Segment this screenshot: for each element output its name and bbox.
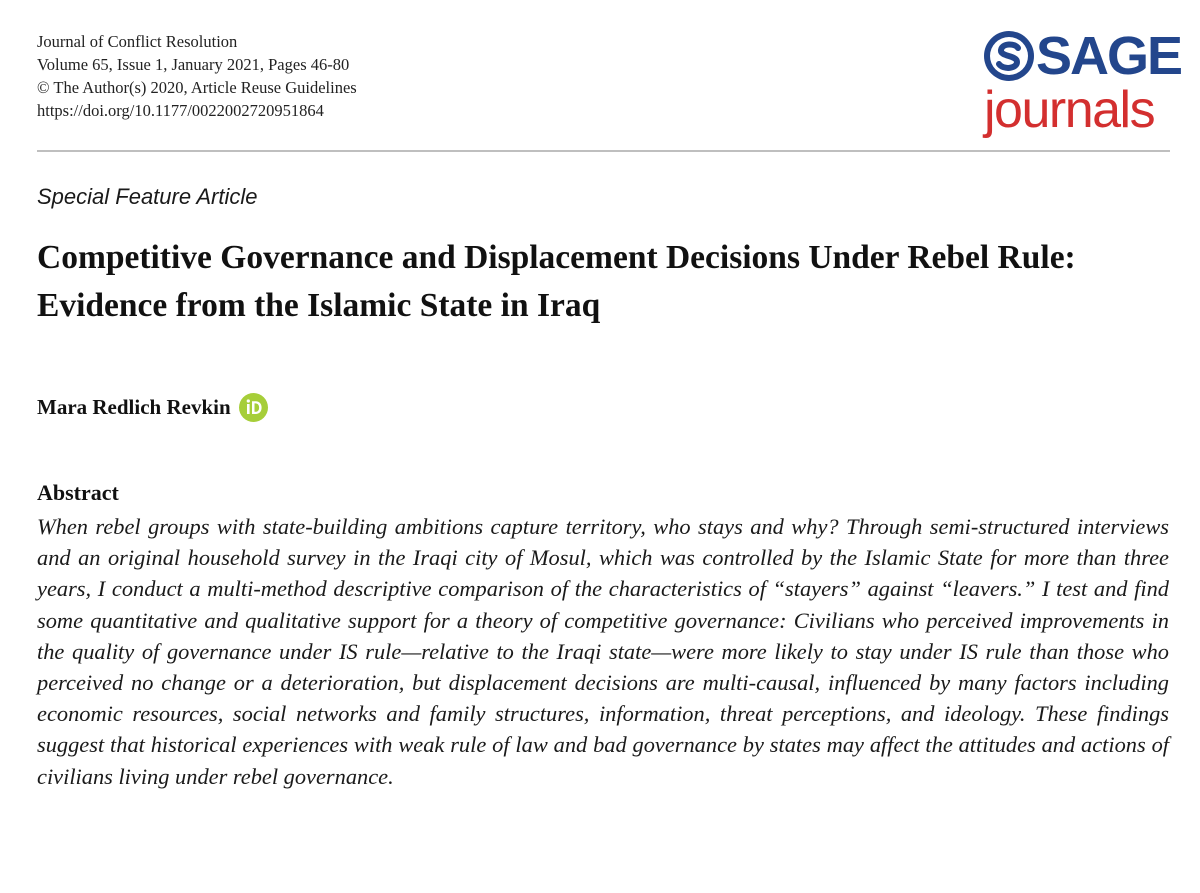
author-name[interactable]: Mara Redlich Revkin [37, 395, 231, 419]
journal-name: Journal of Conflict Resolution [37, 32, 238, 51]
sage-journals-logo[interactable] [980, 24, 1182, 139]
article-type-label: Special Feature Article [37, 184, 258, 209]
volume-info: Volume 65, Issue 1, January 2021, Pages 46-80 [37, 55, 350, 74]
author-row [37, 393, 268, 422]
journal-metadata [37, 30, 357, 122]
orcid-icon[interactable] [239, 393, 268, 422]
header-divider [37, 150, 1170, 152]
abstract-heading: Abstract [37, 480, 119, 505]
logo-brand-text: SAGE [1036, 26, 1182, 86]
sage-emblem-icon [982, 29, 1036, 83]
doi-link[interactable]: https://doi.org/10.1177/0022002720951864 [37, 101, 324, 120]
article-title: Competitive Governance and Displacement Decisions Under Rebel Rule: Evidence from the Islamic State in Iraq [37, 239, 1076, 324]
copyright-line: © The Author(s) 2020, Article Reuse Guidelines [37, 78, 357, 97]
abstract-text: When rebel groups with state-building ambitions capture territory, who stays and why? Through semi-structured interviews and an original household survey in the Iraqi city of Mosul, which was controlled by the Islamic State for more than three years, I conduct a multi-method descriptive comparison of the characteristics of “stayers” against “leavers.” I test and find some quantitative and qualitative support for a theory of competitive governance: Civilians who perceived improvements in the quality of governance under IS rule—relative to the Iraqi state—were more likely to stay under IS rule than those who perceived no change or a deterioration, but displacement decisions are multi-causal, influenced by many factors including economic resources, social networks and family structures, information, threat perceptions, and ideology. These findings suggest that historical experiences with weak rule of law and bad governance by states may affect the attitudes and actions of civilians living under rebel governance. [37, 514, 1169, 789]
logo-sub-text: journals [984, 81, 1155, 139]
